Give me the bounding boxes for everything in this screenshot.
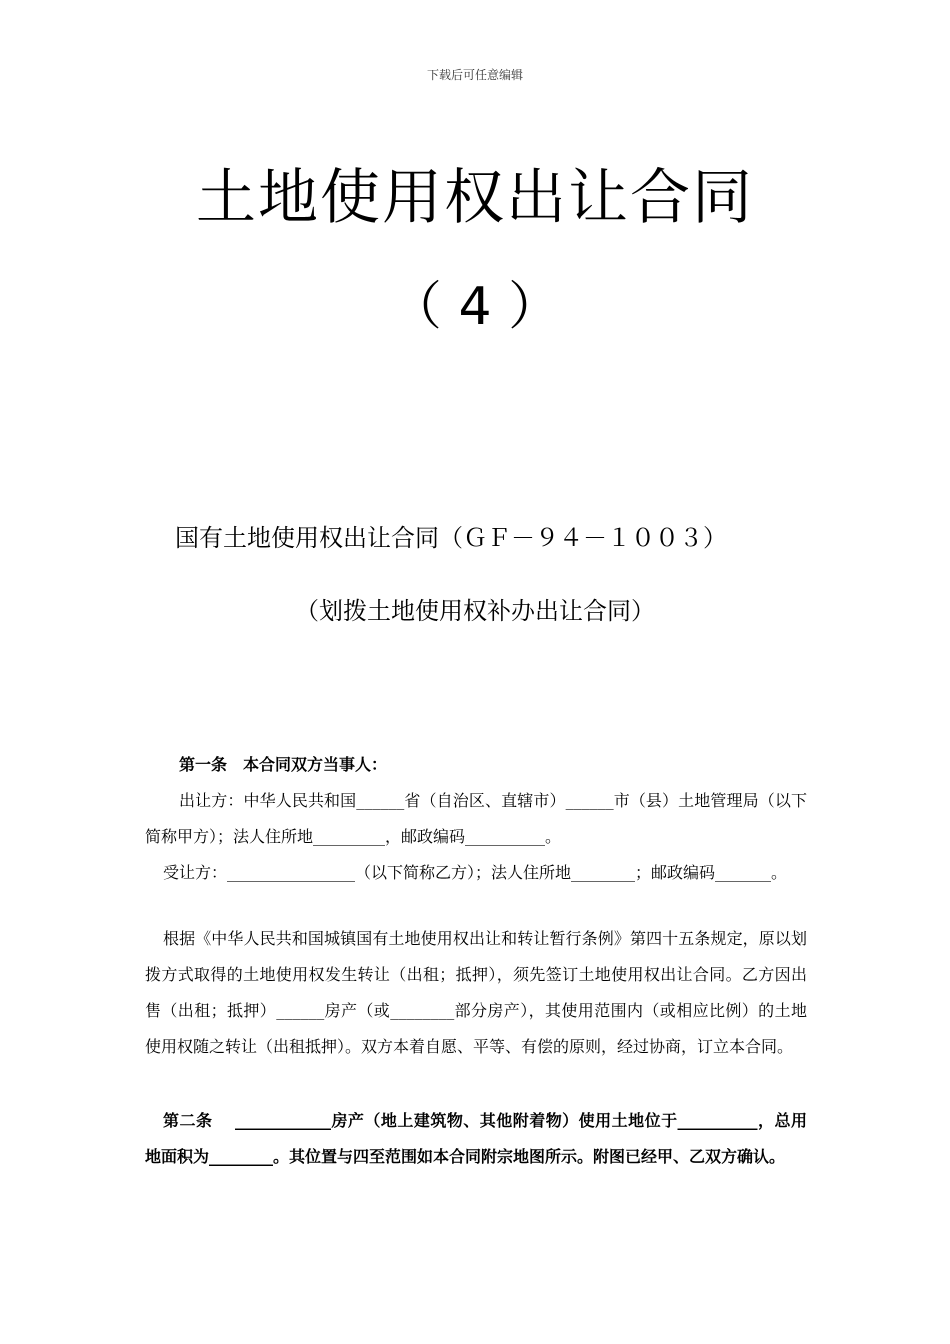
preamble-text: 根据《中华人民共和国城镇国有土地使用权出让和转让暂行条例》第四十五条规定，原以划拨方式取得的土地使用权发生转让（出租；抵押），须先签订土地使用权出让合同。乙方因出售（出租；抵押）______房产（或________部分房产），其使用范围内（或相应比例）的土地使用权随之转让（出租抵押）。双方本着自愿、平等、有偿的原则，经过协商，订立本合同。 <box>145 929 807 1056</box>
article-1 <box>145 747 807 891</box>
title-number: （ 4 ） <box>389 277 561 337</box>
preamble <box>145 921 807 1065</box>
main-title: 土地使用权出让合同 <box>196 163 754 233</box>
subtitle-line1: 国有土地使用权出让合同（ＧＦ－９４－１００３） <box>175 524 727 552</box>
article-1-heading: 第一条 本合同双方当事人： <box>179 755 388 774</box>
article-2 <box>145 1103 807 1175</box>
article-1-party-b: 受让方：________________（以下简称乙方）；法人住所地________；邮政编码_______。 <box>163 863 788 882</box>
header-note: 下载后可任意编辑 <box>426 68 523 82</box>
article-2-text: 第二条 ____________房产（地上建筑物、其他附着物）使用土地位于__________，总用地面积为________。其位置与四至范围如本合同附宗地图所示。附图已经甲、乙双方确认。 <box>145 1111 807 1166</box>
article-1-party-a: 出让方：中华人民共和国______省（自治区、直辖市）______市（县）土地管理局（以下简称甲方）；法人住所地_________，邮政编码__________。 <box>145 791 807 846</box>
subtitle-line2: （划拨土地使用权补办出让合同） <box>295 597 655 625</box>
